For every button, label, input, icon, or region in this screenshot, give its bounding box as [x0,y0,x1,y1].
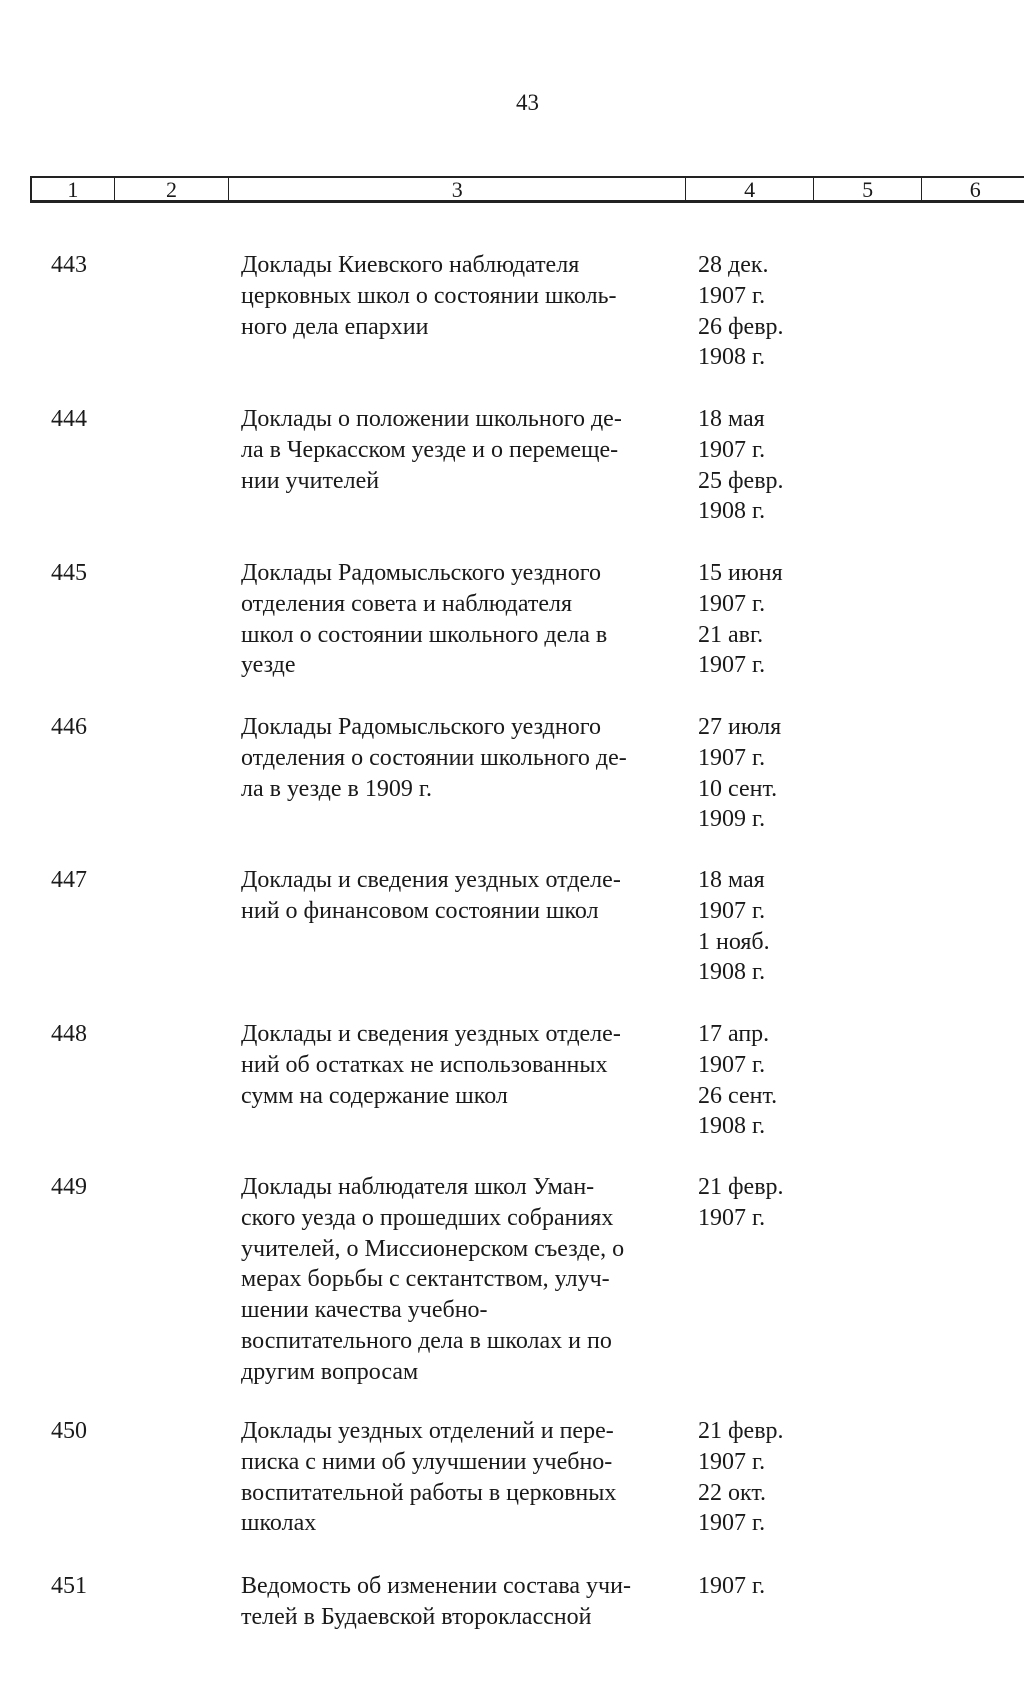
record-dates [698,250,818,373]
description-line: ла в уезде в 1909 г. [241,775,432,802]
date-line: 1907 г. [698,282,766,309]
record-description [241,1571,681,1633]
date-line: 1907 г. [698,1448,766,1475]
column-header: 5 [814,178,923,200]
date-line: 1908 г. [698,959,766,986]
date-line: 1907 г. [698,1051,766,1078]
date-line: 18 мая [698,867,765,893]
record-description [241,1019,681,1111]
description-line: Доклады Радомысльского уездного [241,560,601,586]
date-line: 21 февр. [698,1418,784,1444]
record-dates [698,1172,818,1234]
record-dates [698,865,818,988]
date-line: 10 сент. [698,775,778,802]
description-line: школах [241,1510,317,1537]
record-number: 449 [51,1174,87,1200]
record-number: 445 [51,560,87,586]
description-line: мерах борьбы с сектантством, улуч- [241,1266,610,1293]
description-line: ского уезда о прошедших собраниях [241,1204,614,1231]
record-description [241,558,681,681]
date-line: 1907 г. [698,897,766,924]
record-description [241,250,681,342]
description-line: уезде [241,652,296,679]
description-line: церковных школ о состоянии школь- [241,282,617,309]
date-line: 1907 г. [698,652,766,679]
description-line: Доклады и сведения уездных отделе- [241,867,621,893]
date-line: 1907 г. [698,436,766,463]
date-line: 27 июля [698,714,782,740]
description-line: отделения совета и наблюдателя [241,590,573,617]
record-description [241,1416,681,1539]
description-line: Ведомость об изменении состава учи- [241,1573,631,1599]
description-line: ла в Черкасском уезде и о перемеще- [241,436,619,463]
table-header [30,176,1024,203]
record-dates [698,1571,818,1602]
date-line: 1908 г. [698,344,766,371]
page-number: 43 [516,90,539,115]
description-line: школ о состоянии школьного дела в [241,621,608,648]
date-line: 17 апр. [698,1021,770,1047]
description-line: другим вопросам [241,1358,419,1385]
record-dates [698,1416,818,1539]
record-dates [698,558,818,681]
date-line: 1908 г. [698,1113,766,1140]
record-description [241,712,681,804]
record-dates [698,1019,818,1142]
record-number: 446 [51,714,87,740]
date-line: 1907 г. [698,1204,766,1231]
description-line: Доклады Киевского наблюдателя [241,252,580,278]
date-line: 22 окт. [698,1479,767,1506]
description-line: нии учителей [241,467,380,494]
date-line: 1907 г. [698,590,766,617]
description-line: Доклады наблюдателя школ Уман- [241,1174,595,1200]
date-line: 1909 г. [698,806,766,833]
description-line: телей в Будаевской второклассной [241,1603,592,1630]
column-header: 2 [115,178,230,200]
description-line: шении качества учебно- [241,1297,488,1324]
description-line: сумм на содержание школ [241,1082,508,1109]
date-line: 1 нояб. [698,928,770,955]
date-line: 1908 г. [698,498,766,525]
date-line: 15 июня [698,560,783,586]
description-line: воспитательной работы в церковных [241,1479,617,1506]
date-line: 1907 г. [698,1510,766,1537]
date-line: 26 февр. [698,313,784,340]
record-number: 448 [51,1021,87,1047]
date-line: 1907 г. [698,1573,766,1599]
date-line: 26 сент. [698,1082,778,1109]
record-number: 450 [51,1418,87,1444]
description-line: воспитательного дела в школах и по [241,1327,612,1354]
column-header: 3 [229,178,686,200]
record-description [241,1172,681,1388]
description-line: учителей, о Миссионерском съезде, о [241,1235,625,1262]
column-header: 1 [32,178,115,200]
description-line: ного дела епархии [241,313,429,340]
record-number: 451 [51,1573,87,1599]
record-description [241,404,681,496]
description-line: Доклады и сведения уездных отделе- [241,1021,621,1047]
date-line: 25 февр. [698,467,784,494]
description-line: ний о финансовом состоянии школ [241,897,599,924]
date-line: 18 мая [698,406,765,432]
date-line: 21 авг. [698,621,764,648]
record-number: 443 [51,252,87,278]
description-line: Доклады Радомысльского уездного [241,714,601,740]
description-line: Доклады уездных отделений и пере- [241,1418,614,1444]
record-dates [698,712,818,835]
record-description [241,865,681,927]
record-number: 447 [51,867,87,893]
date-line: 28 дек. [698,252,769,278]
description-line: Доклады о положении школьного де- [241,406,622,432]
description-line: писка с ними об улучшении учебно- [241,1448,613,1475]
record-dates [698,404,818,527]
column-header: 4 [686,178,813,200]
column-header: 6 [969,177,981,202]
record-number: 444 [51,406,87,432]
date-line: 21 февр. [698,1174,784,1200]
description-line: ний об остатках не использованных [241,1051,608,1078]
date-line: 1907 г. [698,744,766,771]
description-line: отделения о состоянии школьного де- [241,744,627,771]
